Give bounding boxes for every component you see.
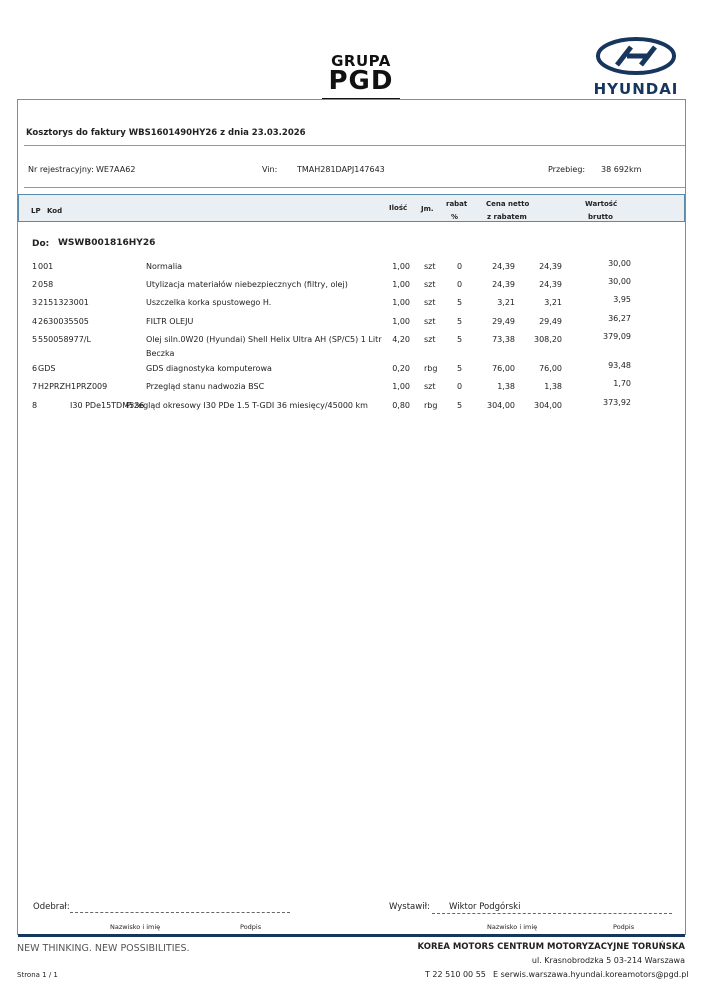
row-name: Utylizacja materiałów niebezpiecznych (filtry, olej): [146, 280, 348, 289]
row-name-continued: Beczka: [146, 349, 175, 358]
hyundai-logo: [586, 36, 686, 100]
hyundai-wordmark: HYUNDAI: [593, 80, 679, 98]
row-qty: 1,00: [392, 280, 410, 289]
row-gross: 373,92: [603, 398, 631, 407]
issued-sign-hint: Podpis: [613, 923, 635, 931]
row-gross: 30,00: [608, 277, 631, 286]
issued-signature-line: [432, 913, 672, 914]
document-title: Kosztorys do faktury WBS1601490HY26 z dnia 23.03.2026: [26, 128, 306, 138]
row-gross: 3,95: [613, 295, 631, 304]
row-net: 24,39: [539, 280, 562, 289]
received-label: Odebrał:: [33, 902, 70, 912]
row-lp: 6: [32, 364, 38, 373]
row-discount: 0: [457, 262, 463, 271]
col-gross-value-sub: brutto: [588, 213, 613, 221]
pgd-logo-top: GRUPA: [331, 52, 391, 70]
row-lp: 4: [32, 317, 38, 326]
mileage-value: 38 692km: [601, 165, 642, 174]
row-name: FILTR OLEJU: [146, 317, 194, 326]
row-unit: szt: [424, 280, 436, 289]
row-unit: rbg: [424, 364, 438, 373]
vin-value: TMAH281DAPJ147643: [297, 165, 385, 174]
row-qty: 1,00: [392, 382, 410, 391]
row-net: 1,38: [544, 382, 562, 391]
col-code: Kod: [47, 207, 63, 215]
pgd-logo-bottom: PGD: [328, 66, 394, 96]
row-discount: 5: [457, 298, 463, 307]
info-separator: [24, 187, 685, 188]
row-net: 24,39: [539, 262, 562, 271]
row-unit: szt: [424, 262, 436, 271]
row-code: 001: [38, 262, 54, 271]
col-net-price: Cena netto: [486, 200, 530, 208]
col-discount-percent: %: [451, 213, 459, 221]
row-lp: 3: [32, 298, 38, 307]
document-frame: [17, 99, 686, 935]
mileage-label: Przebieg:: [548, 165, 586, 174]
received-name-hint: Nazwisko i imię: [110, 923, 161, 931]
pgd-logo: [318, 54, 404, 98]
received-sign-hint: Podpis: [240, 923, 262, 931]
hyundai-emblem-icon: [591, 36, 681, 76]
row-lp: 8: [32, 401, 38, 410]
row-gross: 30,00: [608, 259, 631, 268]
row-price: 304,00: [487, 401, 515, 410]
row-code: 550058977/L: [38, 335, 91, 344]
col-net-price-sub: z rabatem: [487, 213, 527, 221]
page-number: Strona 1 / 1: [17, 971, 58, 979]
row-code: GDS: [38, 364, 56, 373]
row-net: 3,21: [544, 298, 562, 307]
title-separator: [24, 145, 685, 146]
row-name: Przegląd stanu nadwozia BSC: [146, 382, 265, 391]
row-price: 29,49: [492, 317, 515, 326]
row-name: Normalia: [146, 262, 183, 271]
row-name: Olej siln.0W20 (Hyundai) Shell Helix Ultra AH (SP/C5) 1 Litr: [146, 335, 382, 344]
row-lp: 7: [32, 382, 38, 391]
row-unit: szt: [424, 335, 436, 344]
issued-name: Wiktor Podgórski: [449, 902, 521, 912]
row-code: 2630035505: [38, 317, 89, 326]
row-discount: 0: [457, 280, 463, 289]
row-price: 76,00: [492, 364, 515, 373]
col-unit: Jm.: [421, 205, 434, 213]
row-price: 3,21: [497, 298, 515, 307]
issued-name-hint: Nazwisko i imię: [487, 923, 538, 931]
row-price: 73,38: [492, 335, 515, 344]
row-lp: 2: [32, 280, 38, 289]
col-gross-value: Wartość: [585, 200, 618, 208]
row-unit: rbg: [424, 401, 438, 410]
row-code: 2151323001: [38, 298, 89, 307]
col-lp: LP: [31, 207, 41, 215]
col-quantity: Ilość: [389, 204, 408, 212]
doc-value: WSWB001816HY26: [58, 238, 156, 248]
row-unit: szt: [424, 298, 436, 307]
row-price: 1,38: [497, 382, 515, 391]
row-net: 29,49: [539, 317, 562, 326]
footer-address: ul. Krasnobrodzka 5 03-214 Warszawa: [531, 956, 685, 965]
row-qty: 1,00: [392, 262, 410, 271]
doc-label: Do:: [32, 239, 50, 249]
row-discount: 5: [457, 364, 463, 373]
row-qty: 1,00: [392, 317, 410, 326]
row-gross: 93,48: [608, 361, 631, 370]
footer-company: KOREA MOTORS CENTRUM MOTORYZACYJNE TORUŃSKA: [417, 942, 685, 952]
footer-divider: [18, 934, 685, 937]
row-unit: szt: [424, 382, 436, 391]
row-price: 24,39: [492, 262, 515, 271]
row-qty: 0,20: [392, 364, 410, 373]
footer-slogan: NEW THINKING. NEW POSSIBILITIES.: [17, 943, 190, 954]
row-gross: 379,09: [603, 332, 631, 341]
row-discount: 5: [457, 317, 463, 326]
row-name: GDS diagnostyka komputerowa: [146, 364, 272, 373]
row-code: 058: [38, 280, 54, 289]
footer-phone: T 22 510 00 55: [425, 970, 486, 979]
row-name: Przegląd okresowy I30 PDe 1.5 T-GDI 36 miesięcy/45000 km: [126, 401, 368, 410]
row-discount: 5: [457, 335, 463, 344]
row-qty: 4,20: [392, 335, 410, 344]
row-net: 304,00: [534, 401, 562, 410]
issued-label: Wystawił:: [389, 902, 430, 912]
row-lp: 5: [32, 335, 38, 344]
vin-label: Vin:: [262, 165, 278, 174]
registration-label: Nr rejestracyjny:: [28, 165, 94, 174]
row-qty: 0,80: [392, 401, 410, 410]
row-net: 308,20: [534, 335, 562, 344]
row-qty: 1,00: [392, 298, 410, 307]
row-lp: 1: [32, 262, 38, 271]
registration-value: WE7AA62: [96, 165, 136, 174]
received-signature-line: [70, 912, 290, 913]
footer-email: E serwis.warszawa.hyundai.koreamotors@pgd.pl: [493, 970, 689, 979]
row-code: I30 PDe15TDM536: [70, 401, 145, 410]
row-gross: 1,70: [613, 379, 631, 388]
row-code: H2PRZH1PRZ009: [38, 382, 108, 391]
col-discount: rabat: [446, 200, 468, 208]
row-discount: 0: [457, 382, 463, 391]
row-discount: 5: [457, 401, 463, 410]
row-gross: 36,27: [608, 314, 631, 323]
row-net: 76,00: [539, 364, 562, 373]
row-price: 24,39: [492, 280, 515, 289]
row-name: Uszczelka korka spustowego H.: [146, 298, 272, 307]
row-unit: szt: [424, 317, 436, 326]
